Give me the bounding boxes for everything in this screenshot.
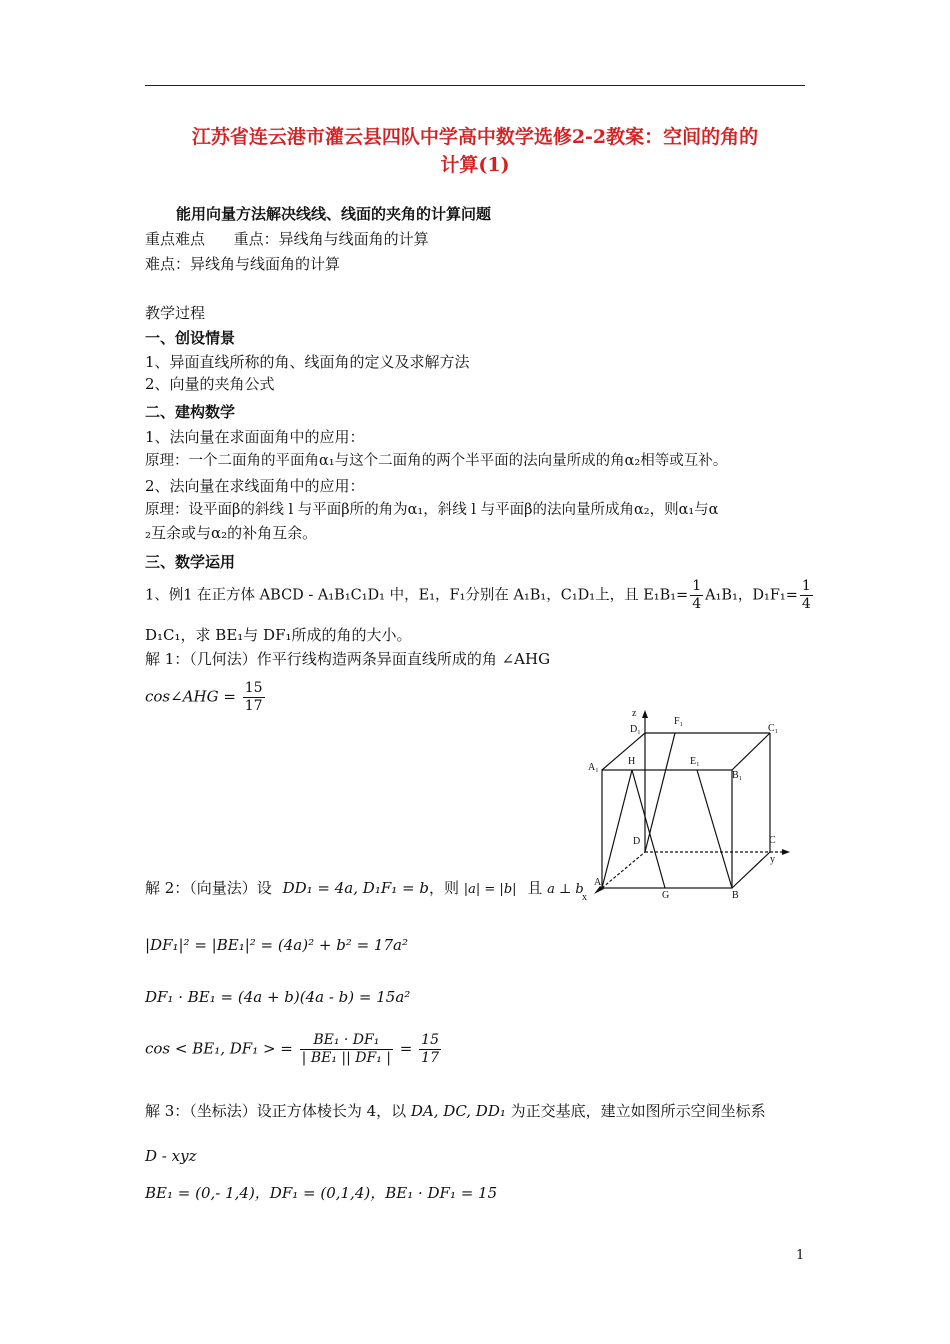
solution2-perp: a ⊥ b (547, 882, 584, 897)
fig-label-y: y (770, 854, 775, 865)
cos-label: cos∠AHG = (145, 687, 236, 706)
section2-item2: 2、法向量在求线面角中的应用： (145, 477, 365, 495)
fraction-numerator: 1 (801, 578, 811, 594)
equation-4: BE₁ = (0,- 1,4)，DF₁ = (0,1,4)，BE₁ · DF₁ = 15 (145, 1184, 498, 1202)
equation-3-left: cos < BE₁, DF₁ > = (145, 1039, 293, 1058)
solution1: 解 1：（几何法）作平行线构造两条异面直线所成的角 ∠AHG (145, 650, 551, 668)
fig-label-a: A (594, 877, 602, 888)
solution2 (145, 877, 584, 898)
fig-label-h: H (628, 756, 636, 767)
solution2-vectors: DD₁ = 4a, D₁F₁ = b (282, 879, 429, 897)
objective: 能用向量方法解决线线、线面的夹角的计算问题 (176, 205, 492, 223)
header-rule (145, 85, 805, 86)
solution3 (145, 1100, 766, 1121)
solution2-then: ，则 (428, 879, 459, 897)
fig-label-a1: A₁ (588, 762, 599, 773)
equation-2: DF₁ · BE₁ = (4a + b)(4a - b) = 15a² (145, 988, 411, 1006)
fraction-numerator: 1 (692, 578, 702, 594)
segment-h-g (632, 770, 665, 888)
solution3-tail: 为正交基底，建立如图所示空间坐标系 (510, 1102, 766, 1120)
fraction-denominator: 4 (692, 596, 702, 612)
document-title-line1: 江苏省连云港市灌云县四队中学高中数学选修2-2教案：空间的角的 (191, 126, 759, 148)
solution3-lead: 解 3：（坐标法）设正方体棱长为 4，以 (145, 1102, 407, 1120)
section1-heading: 一、创设情景 (145, 329, 236, 347)
document-title-line2: 计算(1) (440, 154, 510, 176)
fraction-numerator: BE₁ · DF₁ (300, 1032, 393, 1050)
cos-fraction (243, 680, 265, 715)
section1-item1: 1、异面直线所称的角、线面角的定义及求解方法 (145, 353, 470, 371)
solution2-equal-length: |a| = |b| (463, 882, 517, 897)
fig-label-b: B (732, 890, 739, 901)
equation-3-result (419, 1032, 441, 1067)
fig-label-z: z (632, 708, 637, 719)
fig-label-f1: F₁ (674, 716, 684, 727)
section3-heading: 三、数学运用 (145, 553, 236, 571)
section1-item2: 2、向量的夹角公式 (145, 375, 275, 393)
fig-label-c1: C₁ (768, 723, 779, 734)
equation-3 (145, 1032, 443, 1067)
process-heading: 教学过程 (145, 304, 206, 322)
fraction-quarter-1 (690, 578, 703, 613)
fraction-quarter-2 (800, 578, 813, 613)
edge-a-d (602, 852, 645, 888)
fig-label-c: C (769, 835, 776, 846)
coordinate-system: D - xyz (145, 1147, 197, 1165)
example1-line2: D₁C₁，求 BE₁与 DF₁所成的角的大小。 (145, 626, 412, 644)
fig-label-x: x (582, 892, 587, 903)
section2-principle2a: 原理：设平面β的斜线 l 与平面β所的角为α₁，斜线 l 与平面β的法向量所成角α₂，则α₁与α (145, 502, 719, 518)
example1-line1 (145, 578, 815, 613)
example1-text-a2: A₁B₁，D₁F₁= (705, 587, 798, 604)
section2-principle1: 原理：一个二面角的平面角α₁与这个二面角的两个半平面的法向量所成的角α₂相等或互补。 (145, 453, 728, 469)
solution3-basis: DA, DC, DD₁ (410, 1102, 506, 1120)
equation-1: |DF₁|² = |BE₁|² = (4a)² + b² = 17a² (145, 936, 408, 954)
segment-a-h (602, 770, 632, 888)
edge-b1-c1 (732, 733, 770, 770)
cube-front-face (602, 770, 732, 888)
section2-principle2b: ₂互余或与α₂的补角互余。 (145, 524, 318, 542)
solution2-lead: 解 2：（向量法）设 (145, 879, 272, 897)
solution1-cos (145, 680, 267, 715)
fraction-denominator: 17 (421, 1050, 439, 1066)
z-axis-arrow (642, 710, 648, 718)
key-points: 重点难点 重点：异线角与线面角的计算 (145, 230, 429, 248)
equation-3-equals: = (399, 1039, 413, 1058)
fig-label-e1: E₁ (690, 756, 700, 767)
fraction-numerator: 15 (421, 1032, 439, 1048)
fig-label-d: D (633, 836, 641, 847)
section2-heading: 二、建构数学 (145, 403, 236, 421)
solution2-and: 且 (527, 879, 543, 897)
example1-text-a: 1、例1 在正方体 ABCD - A₁B₁C₁D₁ 中，E₁，F₁分别在 A₁B₁，C₁D₁上，且 E₁B₁= (145, 587, 689, 604)
segment-b-e1 (697, 770, 732, 888)
section2-item1: 1、法向量在求面面角中的应用： (145, 428, 365, 446)
difficulty: 难点：异线角与线面角的计算 (145, 255, 341, 273)
y-axis-arrow (782, 849, 790, 855)
fig-label-g: G (662, 890, 670, 901)
segment-d-f1 (645, 733, 675, 852)
equation-3-fraction (300, 1032, 393, 1067)
cube-figure (580, 700, 820, 905)
page-number: 1 (796, 1248, 805, 1263)
fraction-numerator: 15 (244, 680, 263, 696)
edge-a1-d1 (602, 733, 645, 770)
fraction-denominator: 4 (801, 596, 811, 612)
fig-label-d1: D₁ (630, 724, 641, 735)
edge-b-c (732, 852, 770, 888)
fraction-denominator: | BE₁ || DF₁ | (301, 1050, 392, 1066)
fig-label-b1: B₁ (732, 770, 743, 781)
fraction-denominator: 17 (244, 698, 263, 714)
